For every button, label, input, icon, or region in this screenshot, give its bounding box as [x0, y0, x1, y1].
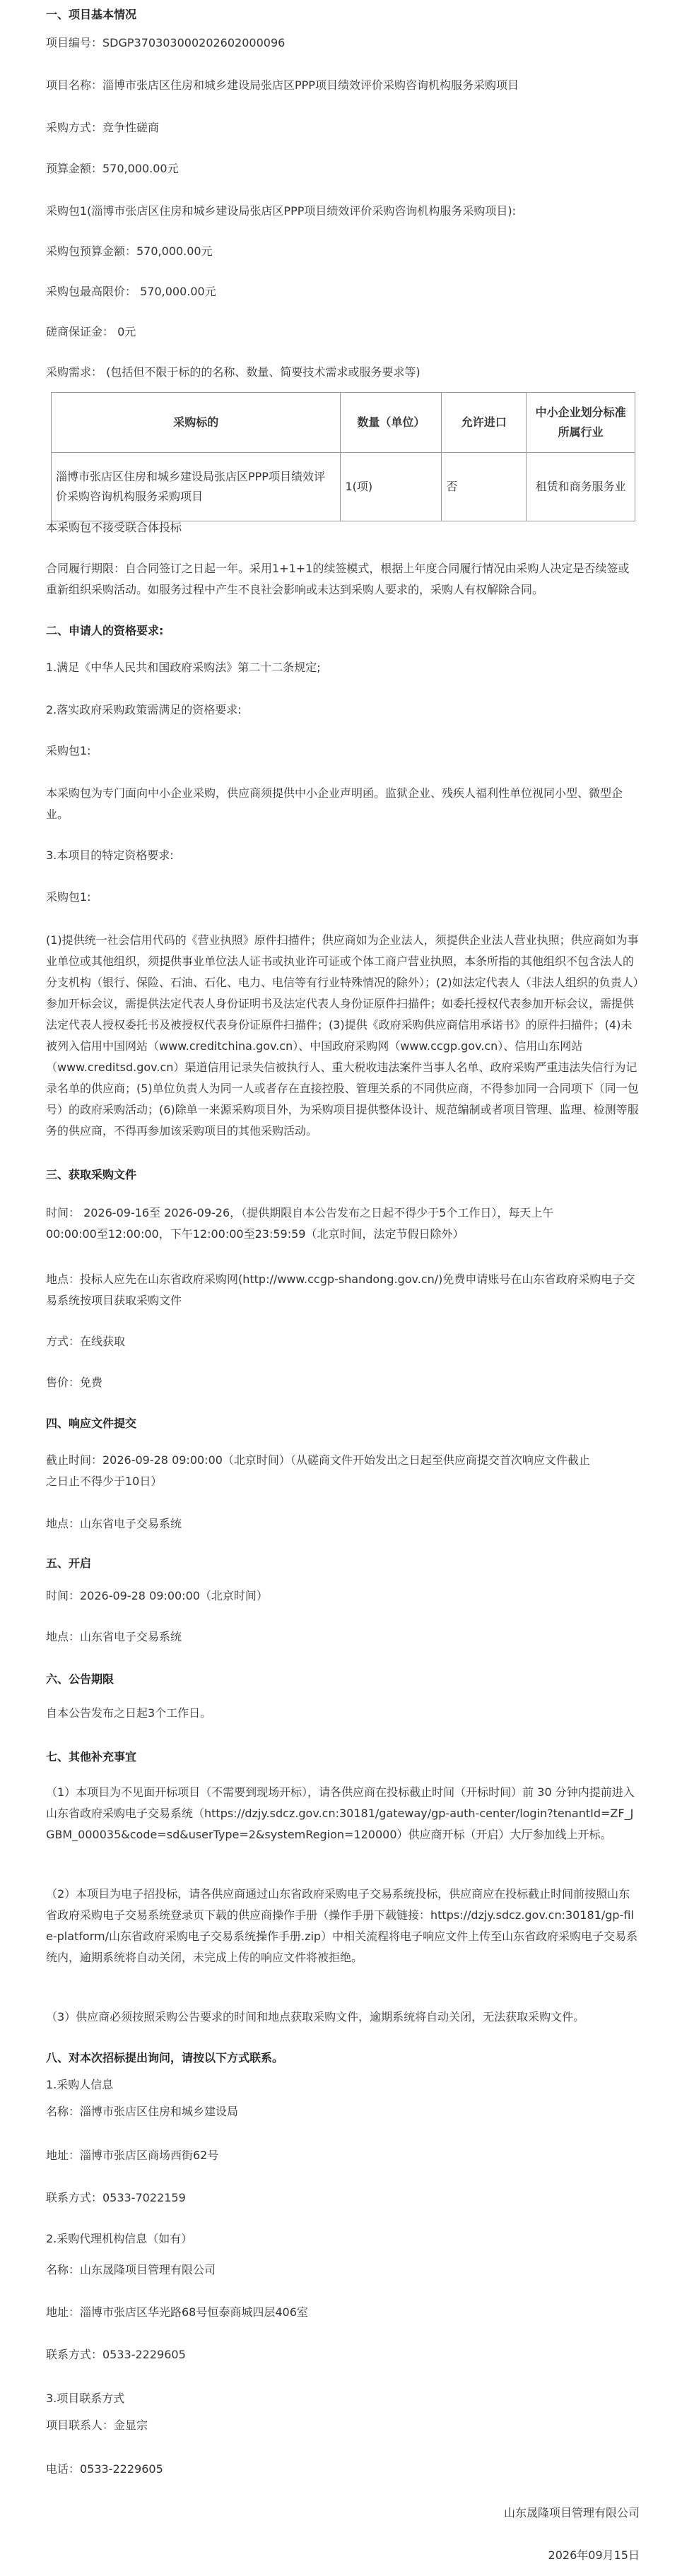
acquire-place: 地点：投标人应先在山东省政府采购网(http://www.ccgp-shandong.gov.cn/)免费申请账号在山东省政府采购电子交易系统按项目获取采购文件 [46, 1272, 635, 1307]
table-header-cell: 允许进口 [442, 393, 527, 453]
package-max-price: 采购包最高限价： 570,000.00元 [46, 285, 216, 298]
section-8-heading: 八、对本次招标提出询问，请按以下方式联系。 [46, 2051, 284, 2064]
submission-place: 地点：山东省电子交易系统 [46, 1517, 182, 1530]
section-6-heading: 六、公告期限 [46, 1672, 114, 1686]
table-cell-quantity: 1(项) [341, 453, 442, 521]
issue-date: 2026年09月15日 [548, 2548, 640, 2562]
supplement-item-1: （1）本项目为不见面开标项目（不需要到现场开标），请各供应商在投标截止时间（开标时间）前 30 分钟内提前进入山东省政府采购电子交易系统（https://dzjy.sdcz.gov.cn:30181/gateway/gp-auth-center/login?tenantId=ZF_JGBM_000035&code=sd&userType=2&systemRegion=120000）供应商开标（开启）大厅参加线上开标。 [46, 1785, 635, 1841]
no-consortium-note: 本采购包不接受联合体投标 [46, 521, 182, 534]
section-7-heading: 七、其他补充事宜 [46, 1750, 137, 1763]
buyer-address: 地址：淄博市张店区商场西街62号 [46, 2149, 219, 2162]
table-cell-import: 否 [442, 453, 527, 521]
table-cell-item: 淄博市张店区住房和城乡建设局张店区PPP项目绩效评价采购咨询机构服务采购项目 [52, 453, 341, 521]
section-1-heading: 一、项目基本情况 [46, 8, 137, 21]
buyer-phone: 联系方式：0533-7022159 [46, 2191, 186, 2204]
project-name: 项目名称：淄博市张店区住房和城乡建设局张店区PPP项目绩效评价采购咨询机构服务采购项目 [46, 78, 519, 92]
budget-amount: 预算金额：570,000.00元 [46, 162, 179, 175]
procurement-method: 采购方式：竞争性磋商 [46, 121, 160, 134]
sme-policy: 本采购包为专门面向中小企业采购，供应商须提供中小企业声明函。监狱企业、残疾人福利性单位视同小型、微型企业。 [46, 786, 623, 821]
project-contact-person: 项目联系人：金显宗 [46, 2418, 148, 2432]
project-contact-title: 3.项目联系方式 [46, 2392, 125, 2405]
issuer-name: 山东晟隆项目管理有限公司 [503, 2506, 640, 2519]
section-3-heading: 三、获取采购文件 [46, 1168, 137, 1181]
qualification-1: 1.满足《中华人民共和国政府采购法》第二十二条规定; [46, 661, 321, 674]
submission-deadline-line-2: 之日止不得少于10日） [46, 1475, 163, 1488]
package-title: 采购包1(淄博市张店区住房和城乡建设局张店区PPP项目绩效评价采购咨询机构服务采购项目): [46, 204, 517, 218]
table-header-cell: 采购标的 [52, 393, 341, 453]
section-4-heading: 四、响应文件提交 [46, 1417, 137, 1430]
supplement-item-2: （2）本项目为电子招投标，请各供应商通过山东省政府采购电子交易系统投标，供应商应在投标截止时间前按照山东省政府采购电子交易系统登录页下载的供应商操作手册（操作手册下载链接：https://dzjy.sdcz.gov.cn:30181/gp-file-platform/山东省政府采购电子交易系统操作手册.zip）中相关流程将电子响应文件上传至山东省政府采购电子交易系统内，逾期系统将自动关闭，未完成上传的响应文件将被拒绝。 [46, 1887, 638, 1964]
contract-period: 合同履行期限：自合同签订之日起一年。采用1+1+1的续签模式，根据上年度合同履行情况由采购人决定是否续签或重新组织采购活动。如服务过程中产生不良社会影响或未达到采购人要求的，采购人有权解除合同。 [46, 562, 630, 596]
bid-bond: 磋商保证金： 0元 [46, 325, 136, 338]
table-header-row [52, 393, 635, 453]
section-5-heading: 五、开启 [46, 1556, 92, 1570]
section-2-heading: 二、申请人的资格要求: [46, 624, 164, 637]
agent-info-title: 2.采购代理机构信息（如有） [46, 2232, 193, 2245]
opening-place: 地点：山东省电子交易系统 [46, 1630, 182, 1643]
table-cell-industry: 租赁和商务服务业 [527, 453, 635, 521]
supplement-item-3: （3）供应商必须按照采购公告要求的时间和地点获取采购文件，逾期系统将自动关闭，无法获取采购文件。 [46, 2010, 585, 2023]
announcement-period: 自本公告发布之日起3个工作日。 [46, 1706, 212, 1720]
agent-phone: 联系方式：0533-2229605 [46, 2348, 186, 2361]
qualification-3: 3.本项目的特定资格要求: [46, 849, 174, 862]
opening-time: 时间：2026-09-28 09:00:00（北京时间） [46, 1589, 268, 1602]
acquire-method: 方式：在线获取 [46, 1335, 126, 1348]
package-1-label: 采购包1: [46, 744, 91, 757]
package-1-label: 采购包1: [46, 890, 91, 904]
buyer-info-title: 1.采购人信息 [46, 2078, 114, 2091]
document-price: 售价：免费 [46, 1376, 103, 1389]
submission-deadline-line-1: 截止时间：2026-09-28 09:00:00（北京时间）（从磋商文件开始发出之日起至供应商提交首次响应文件截止 [46, 1453, 590, 1467]
requirements-table [51, 392, 635, 521]
package-budget: 采购包预算金额：570,000.00元 [46, 244, 213, 258]
buyer-name: 名称：淄博市张店区住房和城乡建设局 [46, 2105, 239, 2118]
special-qualifications: (1)提供统一社会信用代码的《营业执照》原件扫描件；供应商如为企业法人，须提供企业法人营业执照；供应商如为事业单位或其他组织，须提供事业单位法人证书或执业许可证或个体工商户营业执照，本条所指的其他组织不包含法人的分支机构（银行、保险、石油、石化、电力、电信等有行业特殊情况的除外）；(2)如法定代表人（非法人组织的负责人）参加开标会议，需提供法定代表人身份证明书及法定代表人身份证原件扫描件；如委托授权代表参加开标会议，需提供法定代表人授权委托书及被授权代表身份证原件扫描件；(3)提供《政府采购供应商信用承诺书》的原件扫描件；(4)未被列入信用中国网站（www.creditchina.gov.cn）、中国政府采购网（www.ccgp.gov.cn）、信用山东网站（www.creditsd.gov.cn）渠道信用记录失信被执行人、重大税收违法案件当事人名单、政府采购严重违法失信行为记录名单的供应商；(5)单位负责人为同一人或者存在直接控股、管理关系的不同供应商，不得参加同一合同项下（同一包号）的政府采购活动；(6)除单一来源采购项目外，为采购项目提供整体设计、规范编制或者项目管理、监理、检测等服务的供应商，不得再参加该采购项目的其他采购活动。 [46, 933, 639, 1138]
table-header-cell: 数量（单位） [341, 393, 442, 453]
table-row [52, 453, 635, 521]
agent-name: 名称：山东晟隆项目管理有限公司 [46, 2263, 216, 2276]
table-header-cell: 中小企业划分标准所属行业 [527, 393, 635, 453]
project-contact-phone: 电话：0533-2229605 [46, 2462, 163, 2476]
project-number: 项目编号：SDGP370303000202602000096 [46, 36, 286, 49]
demand-label: 采购需求： (包括但不限于标的的名称、数量、简要技术需求或服务要求等) [46, 365, 421, 379]
qualification-2: 2.落实政府采购政策需满足的资格要求: [46, 703, 242, 716]
acquire-time-line-2: 00:00:00至12:00:00，下午12:00:00至23:59:59（北京时间，法定节假日除外） [46, 1227, 464, 1241]
acquire-time-line-1: 时间： 2026-09-16至 2026-09-26，（提供期限自本公告发布之日起不得少于5个工作日），每天上午 [46, 1206, 554, 1219]
agent-address: 地址：淄博市张店区华光路68号恒泰商城四层406室 [46, 2305, 308, 2319]
